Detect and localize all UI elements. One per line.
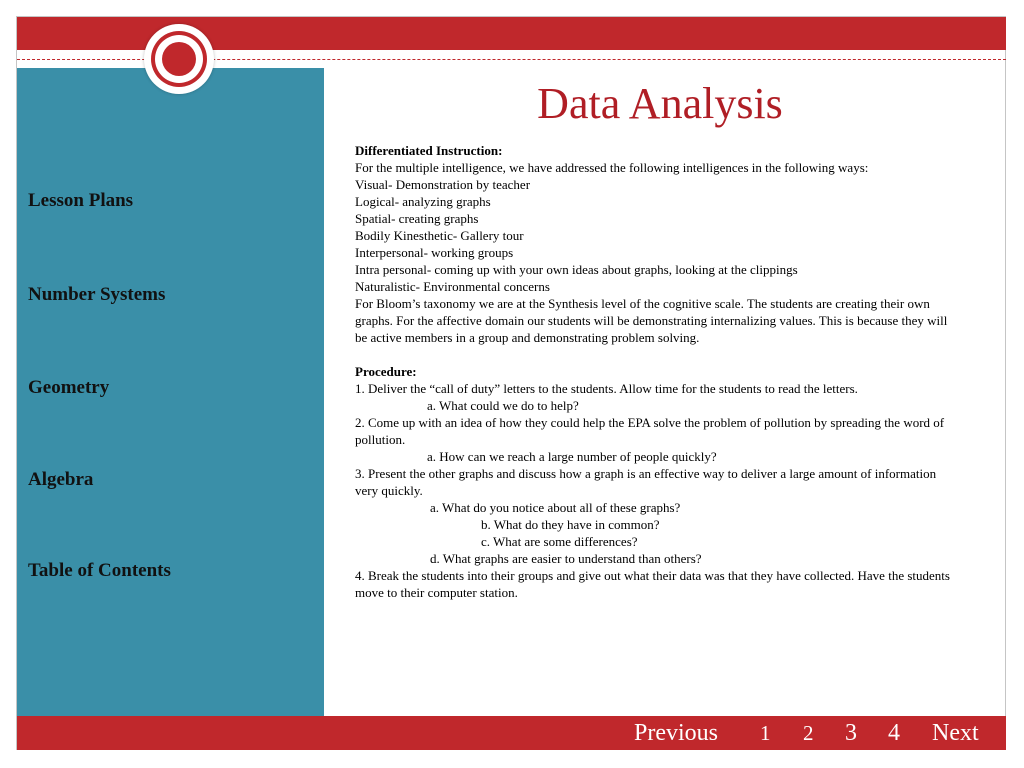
di-heading: Differentiated Instruction: (355, 143, 503, 158)
page-3-button[interactable]: 3 (845, 720, 857, 746)
procedure-heading: Procedure: (355, 364, 417, 379)
procedure-substep: c. What are some differences? (481, 534, 638, 549)
sidebar-item-algebra[interactable]: Algebra (28, 469, 94, 490)
intelligence-item: Spatial- creating graphs (355, 211, 479, 226)
procedure-step: 3. Present the other graphs and discuss how a graph is an effective way to deliver a large amount of information very quickly. (355, 466, 937, 498)
procedure-step: 4. Break the students into their groups and give out what their data was that they have collected. Have the students move to their computer station. (355, 568, 950, 600)
sidebar-item-table-of-contents[interactable]: Table of Contents (28, 560, 171, 581)
procedure-substep: a. How can we reach a large number of people quickly? (427, 449, 717, 464)
page-4-button[interactable]: 4 (888, 720, 900, 746)
procedure-substep: b. What do they have in common? (481, 517, 660, 532)
procedure-substep: a. What could we do to help? (427, 398, 579, 413)
content-body (355, 142, 955, 601)
procedure-substep: a. What do you notice about all of these graphs? (430, 500, 681, 515)
bloom-paragraph: For Bloom’s taxonomy we are at the Synthesis level of the cognitive scale. The students are creating their own graphs. For the affective domain our students will be demonstrating internalizing values. This is because they will be active members in a group and demonstrating problem solving. (355, 296, 948, 345)
intelligence-item: Bodily Kinesthetic- Gallery tour (355, 228, 524, 243)
slide-title: Data Analysis (537, 79, 783, 128)
sidebar-item-lesson-plans[interactable]: Lesson Plans (28, 190, 134, 211)
intelligence-item: Intra personal- coming up with your own ideas about graphs, looking at the clippings (355, 262, 798, 277)
intelligence-item: Naturalistic- Environmental concerns (355, 279, 550, 294)
intelligence-item: Visual- Demonstration by teacher (355, 177, 531, 192)
circle-logo-icon (144, 24, 214, 94)
previous-button[interactable]: Previous (634, 720, 718, 746)
procedure-step: 2. Come up with an idea of how they could help the EPA solve the problem of pollution by spreading the word of pollution. (355, 415, 945, 447)
sidebar-item-number-systems[interactable]: Number Systems (28, 284, 166, 305)
sidebar-item-geometry[interactable]: Geometry (28, 377, 110, 398)
intelligence-item: Logical- analyzing graphs (355, 194, 491, 209)
bottom-nav-bar (17, 716, 1006, 750)
procedure-substep: d. What graphs are easier to understand than others? (430, 551, 702, 566)
procedure-step: 1. Deliver the “call of duty” letters to the students. Allow time for the students to read the letters. (355, 381, 858, 396)
next-button[interactable]: Next (932, 720, 979, 746)
page-2-button[interactable]: 2 (803, 721, 814, 745)
page-1-button[interactable]: 1 (760, 721, 771, 745)
intelligence-item: Interpersonal- working groups (355, 245, 514, 260)
di-intro: For the multiple intelligence, we have addressed the following intelligences in the following ways: (355, 160, 869, 175)
